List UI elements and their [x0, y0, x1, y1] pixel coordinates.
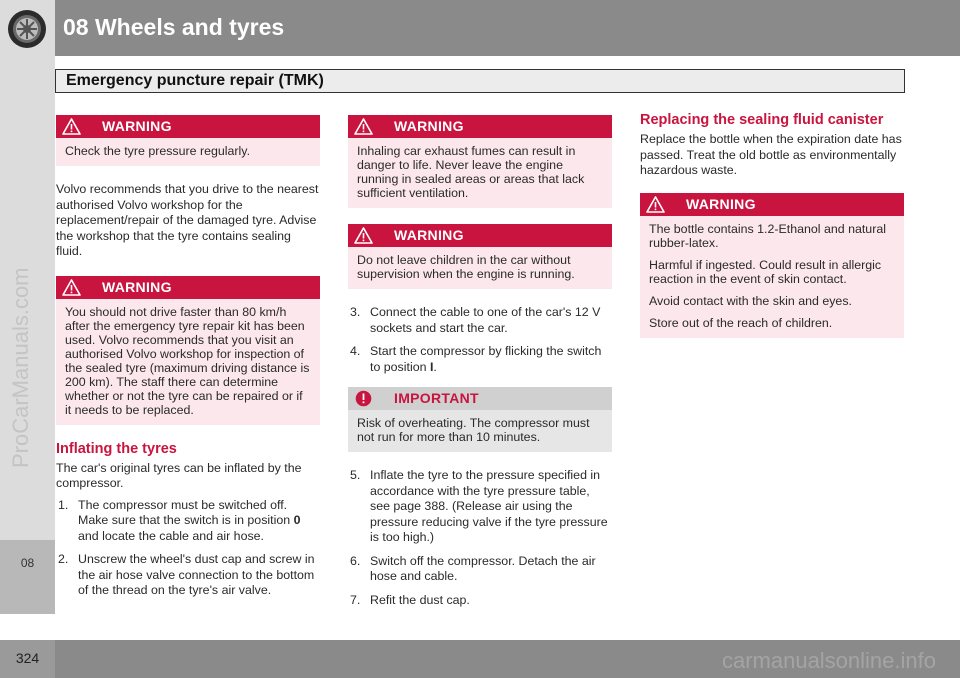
steps-list [348, 468, 612, 608]
chapter-title: 08 Wheels and tyres [63, 14, 285, 40]
warning-text: Inhaling car exhaust fumes can result in danger to life. Never leave the engine running in sealed areas or areas that lack sufficient ventilation. [357, 144, 585, 200]
warning-title: WARNING [394, 118, 464, 134]
page-number-tab [0, 640, 55, 678]
warning-text: Harmful if ingested. Could result in allergic reaction in the event of skin contact. [649, 257, 882, 286]
warning-box [56, 115, 320, 166]
steps-list [348, 305, 612, 375]
warning-text: Do not leave children in the car without supervision when the engine is running. [357, 253, 575, 281]
important-text: Risk of overheating. The compressor must not run for more than 10 minutes. [357, 416, 590, 444]
warning-header [348, 224, 612, 247]
page-footer [0, 640, 960, 678]
right-column [640, 112, 904, 354]
warning-box [640, 193, 904, 338]
warning-triangle-icon [62, 279, 81, 296]
warning-box [348, 224, 612, 289]
intro-paragraph: The car's original tyres can be inflated by the compressor. [56, 460, 302, 490]
list-item: 5. Inflate the tyre to the pressure specified in accordance with the tyre pressure table, see page 388. (Release air using the pressure reducing valve if the tyre pressure is too high.) [350, 468, 608, 544]
warning-triangle-icon [62, 118, 81, 135]
chapter-index-number: 08 [20, 556, 35, 570]
warning-title: WARNING [686, 195, 756, 212]
steps-list [56, 498, 320, 599]
side-watermark: ProCarManuals.com [8, 267, 33, 468]
warning-title: WARNING [394, 227, 464, 243]
body-paragraph: Replace the bottle when the expiration date has passed. Treat the old bottle as environmentally hazardous waste. [640, 132, 902, 177]
warning-triangle-icon [354, 118, 373, 135]
left-column [56, 115, 320, 607]
warning-header [640, 193, 904, 216]
warning-box [348, 115, 612, 208]
list-item: 1. The compressor must be switched off. Make sure that the switch is in position 0 and locate the cable and air hose. [58, 497, 301, 543]
section-title: Emergency puncture repair (TMK) [66, 72, 324, 89]
warning-header [348, 115, 612, 138]
footer-watermark: carmanualsonline.info [721, 648, 936, 673]
warning-box [56, 276, 320, 425]
warning-triangle-icon [646, 196, 665, 213]
subheading: Replacing the sealing fluid canister [640, 112, 884, 128]
list-item: 2. Unscrew the wheel's dust cap and screw in the air hose valve connection to the bottom of the thread on the tyre's air valve. [58, 552, 315, 597]
warning-text: Check the tyre pressure regularly. [65, 144, 251, 158]
list-item: 6. Switch off the compressor. Detach the air hose and cable. [350, 553, 596, 583]
warning-text: Avoid contact with the skin and eyes. [649, 293, 852, 308]
page-header [0, 0, 960, 56]
page-number: 324 [15, 650, 40, 666]
warning-header [56, 276, 320, 299]
important-header [348, 387, 612, 410]
warning-text: You should not drive faster than 80 km/h after the emergency tyre repair kit has been used. Volvo recommends that you visit an authorised Volvo workshop for inspection of the sealed tyre (maximum driving distance is 200 km). The staff there can determine whether or not the tyre can be repaired or if it needs to be replaced. [65, 304, 310, 417]
warning-title: WARNING [102, 278, 172, 295]
warning-triangle-icon [354, 227, 373, 244]
section-header [55, 69, 905, 93]
important-title: IMPORTANT [394, 390, 479, 406]
subheading: Inflating the tyres [56, 440, 177, 457]
list-item: 4. Start the compressor by flicking the switch to position I. [350, 344, 602, 374]
important-box [348, 387, 612, 452]
middle-column [348, 115, 612, 616]
warning-text: The bottle contains 1.2-Ethanol and natural rubber-latex. [649, 221, 886, 250]
chapter-index-tab [0, 540, 55, 614]
warning-text: Store out of the reach of children. [649, 315, 833, 330]
list-item: 3. Connect the cable to one of the car's 12 V sockets and start the car. [350, 305, 601, 335]
warning-title: WARNING [102, 118, 172, 134]
warning-header [56, 115, 320, 138]
important-icon [355, 390, 372, 407]
list-item: 7. Refit the dust cap. [350, 592, 470, 607]
body-paragraph: Volvo recommends that you drive to the nearest authorised Volvo workshop for the replacement/repair of the damaged tyre. Advise the workshop that the tyre contains sealing fluid. [56, 182, 319, 258]
